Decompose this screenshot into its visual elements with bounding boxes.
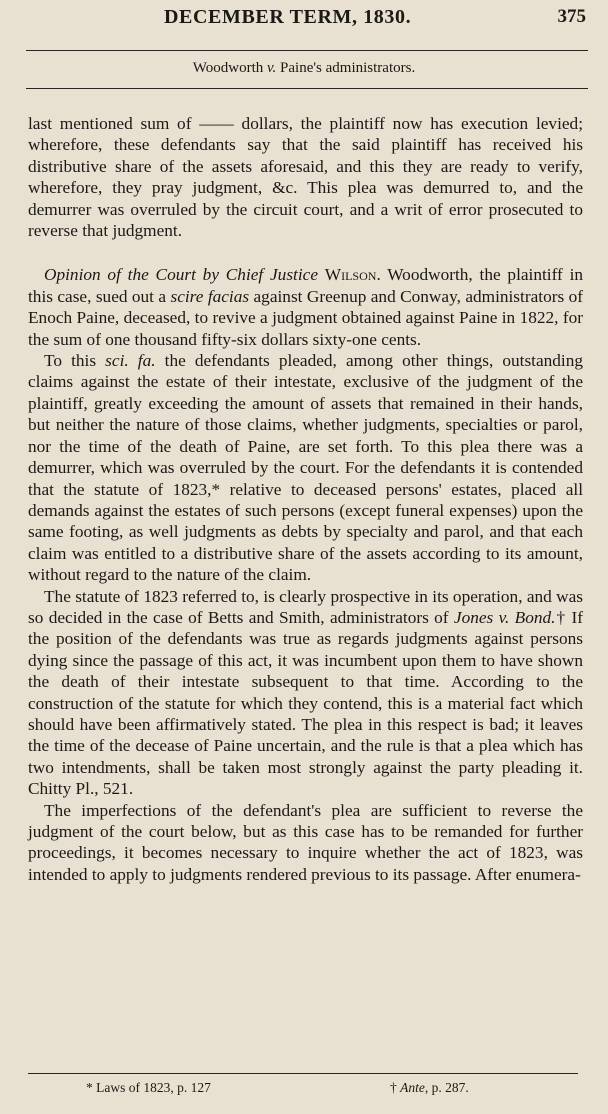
footnote-rule xyxy=(28,1073,578,1074)
statute-text-b: † If the position of the defendants was true as regards judgments against persons dying since the passage of this act, it was incumbent upon them to have shown the death of their intestate subsequent to that time. According to the construction of the statute for which they contend, this is a material fact which should have been affirmatively stated. The plea in this respect is bad; it leaves the time of the decease of Paine uncertain, and the rule is that a plea which has two intendments, shall be taken most strongly against the party pleading it. Chitty Pl., 521. xyxy=(28,607,583,799)
body-text xyxy=(28,113,583,885)
footnote-ante xyxy=(390,1080,469,1096)
opinion-heading: Opinion of the Court by Chief Justice xyxy=(44,265,318,285)
footnote-ante-word: Ante, xyxy=(400,1080,429,1095)
paragraph-imperfections: The imperfections of the defendant's plea are sufficient to reverse the judgment of the court below, but as this case has to be remanded for further proceedings, it becomes necessary to inquire whether the act of 1823, was intended to apply to judgments rendered previous to its passage. After enumera- xyxy=(28,800,583,884)
caption-defendant: Paine's administrators. xyxy=(280,60,416,76)
footnote-laws: * Laws of 1823, p. 127 xyxy=(86,1080,211,1095)
caption-versus: v. xyxy=(266,60,277,76)
header-rule-bottom xyxy=(26,88,588,89)
opinion-writ: scire facias xyxy=(170,286,250,306)
opinion-text-a: Woodworth, the plaintiff in this case, sued out a xyxy=(28,265,584,306)
footnote-ante-page: p. 287. xyxy=(431,1080,469,1095)
paragraph-opinion xyxy=(28,264,583,350)
paragraph-statute xyxy=(28,586,583,800)
page-number: 375 xyxy=(557,6,586,27)
paragraph-plea: last mentioned sum of —— dollars, the plaintiff now has execution levied; wherefore, these defendants say that the said plaintiff has received his distributive share of the assets aforesaid, and this they are ready to verify, wherefore, they pray judgment, &c. This plea was demurred to, and the demurrer was overruled by the circuit court, and a writ of error prosecuted to reverse that judgment. xyxy=(28,114,583,241)
pleading-text-b: the defendants pleaded, among other things, outstanding claims against the estate of their intestate, exclusive of the judgment of the plaintiff, greatly exceeding the amount of assets that remained in their hands, but neither the nature of those claims, whether judgments, specialties or parol, nor the time of the death of Paine, are set forth. To this plea there was a demurrer, which was overruled by the court. For the defendants it is contended that the statute of 1823,* relative to deceased persons' estates, placed all demands against the estates of such persons (except funeral expenses) upon the same footing, as well judgments as debts by specialty and parol, and that each claim was entitled to a distributive share of the assets according to its amount, without regard to the nature of the claim. xyxy=(28,351,584,585)
pleading-text-a: To this xyxy=(44,351,97,371)
pleading-scifa: sci. fa. xyxy=(105,351,156,371)
opinion-justice: Wilson. xyxy=(324,265,381,285)
running-head xyxy=(22,6,594,32)
statute-text-a: The statute of 1823 referred to, is clearly prospective in its operation, and was so decided in the case of Betts and Smith, administrators of xyxy=(28,586,583,627)
case-caption xyxy=(0,60,608,77)
header-rule-top xyxy=(26,50,588,51)
statute-case-name: Jones v. Bond. xyxy=(453,607,556,627)
term-title: DECEMBER TERM, 1830. xyxy=(164,6,412,28)
footnote-dagger: † xyxy=(390,1080,397,1095)
caption-plaintiff: Woodworth xyxy=(192,60,264,76)
opinion-text-b: against Greenup and Conway, administrators of Enoch Paine, deceased, to revive a judgment obtained against Paine in 1822, for the sum of one thousand fifty-six dollars sixty-one cents. xyxy=(28,286,583,349)
paragraph-pleading xyxy=(28,350,583,585)
